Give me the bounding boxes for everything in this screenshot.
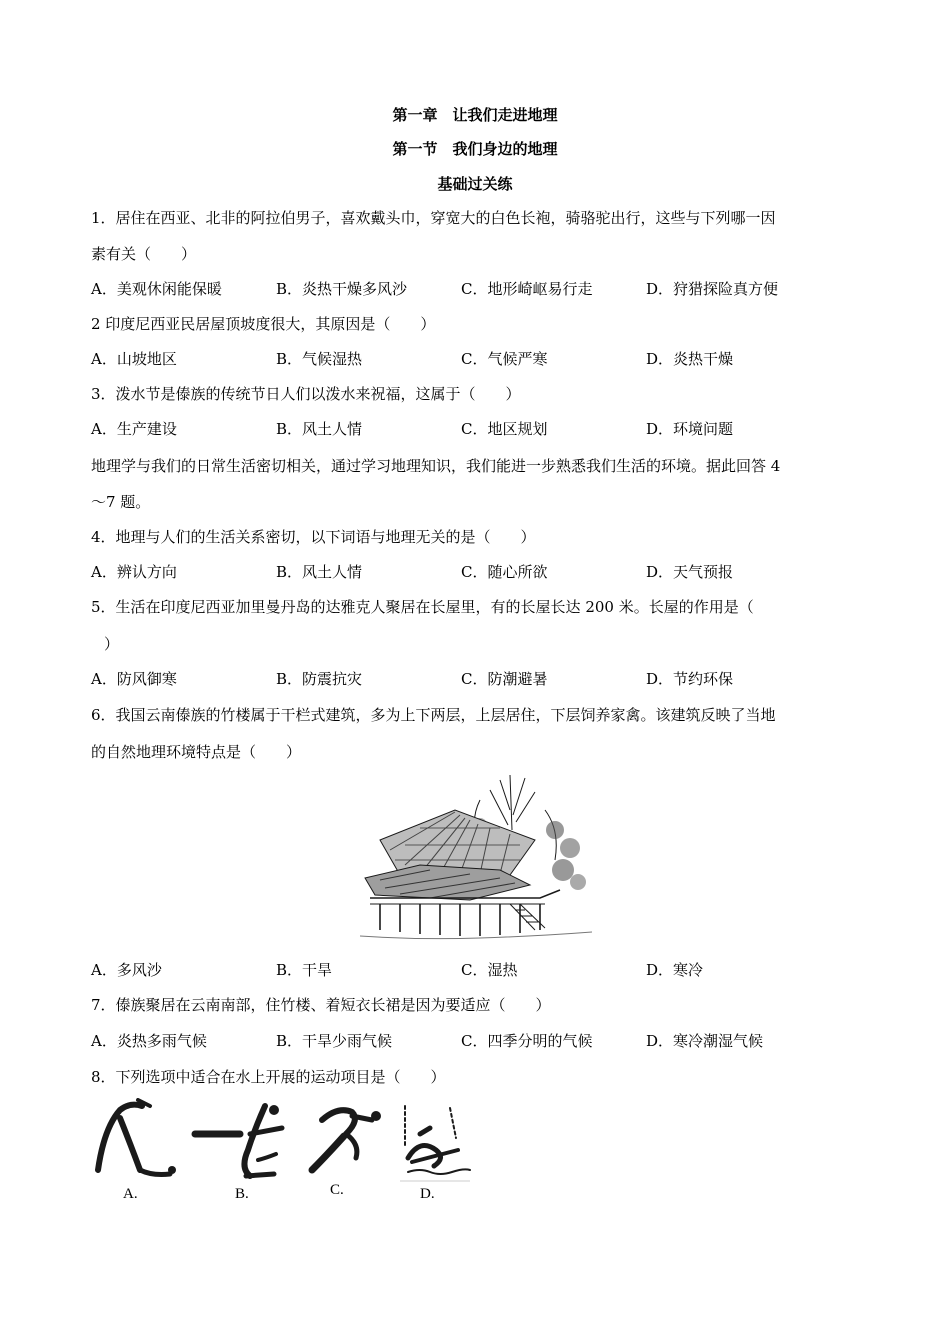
sport-label-a: A. <box>123 1186 138 1202</box>
q4-option-b[interactable]: B．风土人情 <box>276 563 363 581</box>
q6-stem-line2: 的自然地理环境特点是（ ） <box>91 743 302 761</box>
q4-option-c[interactable]: C．随心所欲 <box>461 563 548 581</box>
q6-option-d[interactable]: D．寒冷 <box>646 961 704 979</box>
q7-options <box>91 1030 871 1050</box>
sport-label-d: D. <box>420 1186 435 1202</box>
q5-options <box>91 668 871 688</box>
sport-b-icon[interactable] <box>195 1105 282 1176</box>
q4-stem: 4．地理与人们的生活关系密切，以下词语与地理无关的是（ ） <box>91 528 536 546</box>
sport-pictograms <box>90 1098 475 1193</box>
subsection-title: 基础过关练 <box>437 175 513 193</box>
q1-option-b[interactable]: B．炎热干燥多风沙 <box>276 280 408 298</box>
q5-option-a[interactable]: A．防风御寒 <box>91 670 177 688</box>
q2-option-b[interactable]: B．气候湿热 <box>276 350 363 368</box>
section-title: 第一节 我们身边的地理 <box>392 140 558 158</box>
q5-stem-line1: 5．生活在印度尼西亚加里曼丹岛的达雅克人聚居在长屋里，有的长屋长达 200 米。长屋的作用是（ <box>91 598 754 616</box>
sport-a-icon[interactable] <box>98 1100 176 1175</box>
q5-stem-line2: ） <box>104 635 120 653</box>
q1-stem-line2: 素有关（ ） <box>91 245 197 263</box>
q7-option-c[interactable]: C．四季分明的气候 <box>461 1032 593 1050</box>
q3-option-b[interactable]: B．风土人情 <box>276 420 363 438</box>
q2-option-d[interactable]: D．炎热干燥 <box>646 350 734 368</box>
sport-d-icon[interactable] <box>405 1106 470 1174</box>
q1-option-a[interactable]: A．美观休闲能保暖 <box>91 280 222 298</box>
intro-line2: ～7 题。 <box>91 493 151 511</box>
q6-option-a[interactable]: A．多风沙 <box>91 961 162 979</box>
q3-stem: 3．泼水节是傣族的传统节日人们以泼水来祝福，这属于（ ） <box>91 385 521 403</box>
q6-option-c[interactable]: C．湿热 <box>461 961 518 979</box>
sport-label-b: B. <box>235 1186 249 1202</box>
q4-option-d[interactable]: D．天气预报 <box>646 563 734 581</box>
q4-option-a[interactable]: A．辨认方向 <box>91 563 177 581</box>
q1-option-d[interactable]: D．狩猎探险真方便 <box>646 280 779 298</box>
sport-label-c: C. <box>330 1182 344 1198</box>
q3-option-d[interactable]: D．环境问题 <box>646 420 734 438</box>
q7-option-a[interactable]: A．炎热多雨气候 <box>91 1032 207 1050</box>
q7-option-b[interactable]: B．干旱少雨气候 <box>276 1032 393 1050</box>
q1-options <box>91 278 871 298</box>
q1-stem-line1: 1．居住在西亚、北非的阿拉伯男子，喜欢戴头巾，穿宽大的白色长袍，骑骆驼出行，这些与下列哪一因 <box>91 209 776 227</box>
q6-option-b[interactable]: B．干旱 <box>276 961 333 979</box>
bamboo-house-illustration <box>360 770 592 940</box>
q5-option-d[interactable]: D．节约环保 <box>646 670 734 688</box>
chapter-title: 第一章 让我们走进地理 <box>392 106 558 124</box>
q7-stem: 7．傣族聚居在云南南部，住竹楼、着短衣长裙是因为要适应（ ） <box>91 996 551 1014</box>
q5-option-c[interactable]: C．防潮避暑 <box>461 670 548 688</box>
q3-option-c[interactable]: C．地区规划 <box>461 420 548 438</box>
q1-option-c[interactable]: C．地形崎岖易行走 <box>461 280 593 298</box>
q5-option-b[interactable]: B．防震抗灾 <box>276 670 363 688</box>
q2-options <box>91 348 871 368</box>
sport-c-icon[interactable] <box>312 1110 381 1170</box>
q8-stem: 8．下列选项中适合在水上开展的运动项目是（ ） <box>91 1068 446 1086</box>
q6-stem-line1: 6．我国云南傣族的竹楼属于干栏式建筑，多为上下两层，上层居住，下层饲养家禽。该建筑反映了当地 <box>91 706 776 724</box>
q2-option-c[interactable]: C．气候严寒 <box>461 350 548 368</box>
q2-stem: 2 印度尼西亚民居屋顶坡度很大，其原因是（ ） <box>91 315 436 333</box>
q4-options <box>91 561 871 581</box>
intro-line1: 地理学与我们的日常生活密切相关，通过学习地理知识，我们能进一步熟悉我们生活的环境。据此回答 4 <box>91 457 781 475</box>
q7-option-d[interactable]: D．寒冷潮湿气候 <box>646 1032 764 1050</box>
q3-option-a[interactable]: A．生产建设 <box>91 420 177 438</box>
q2-option-a[interactable]: A．山坡地区 <box>91 350 177 368</box>
q3-options <box>91 418 871 438</box>
q6-options <box>91 959 871 979</box>
